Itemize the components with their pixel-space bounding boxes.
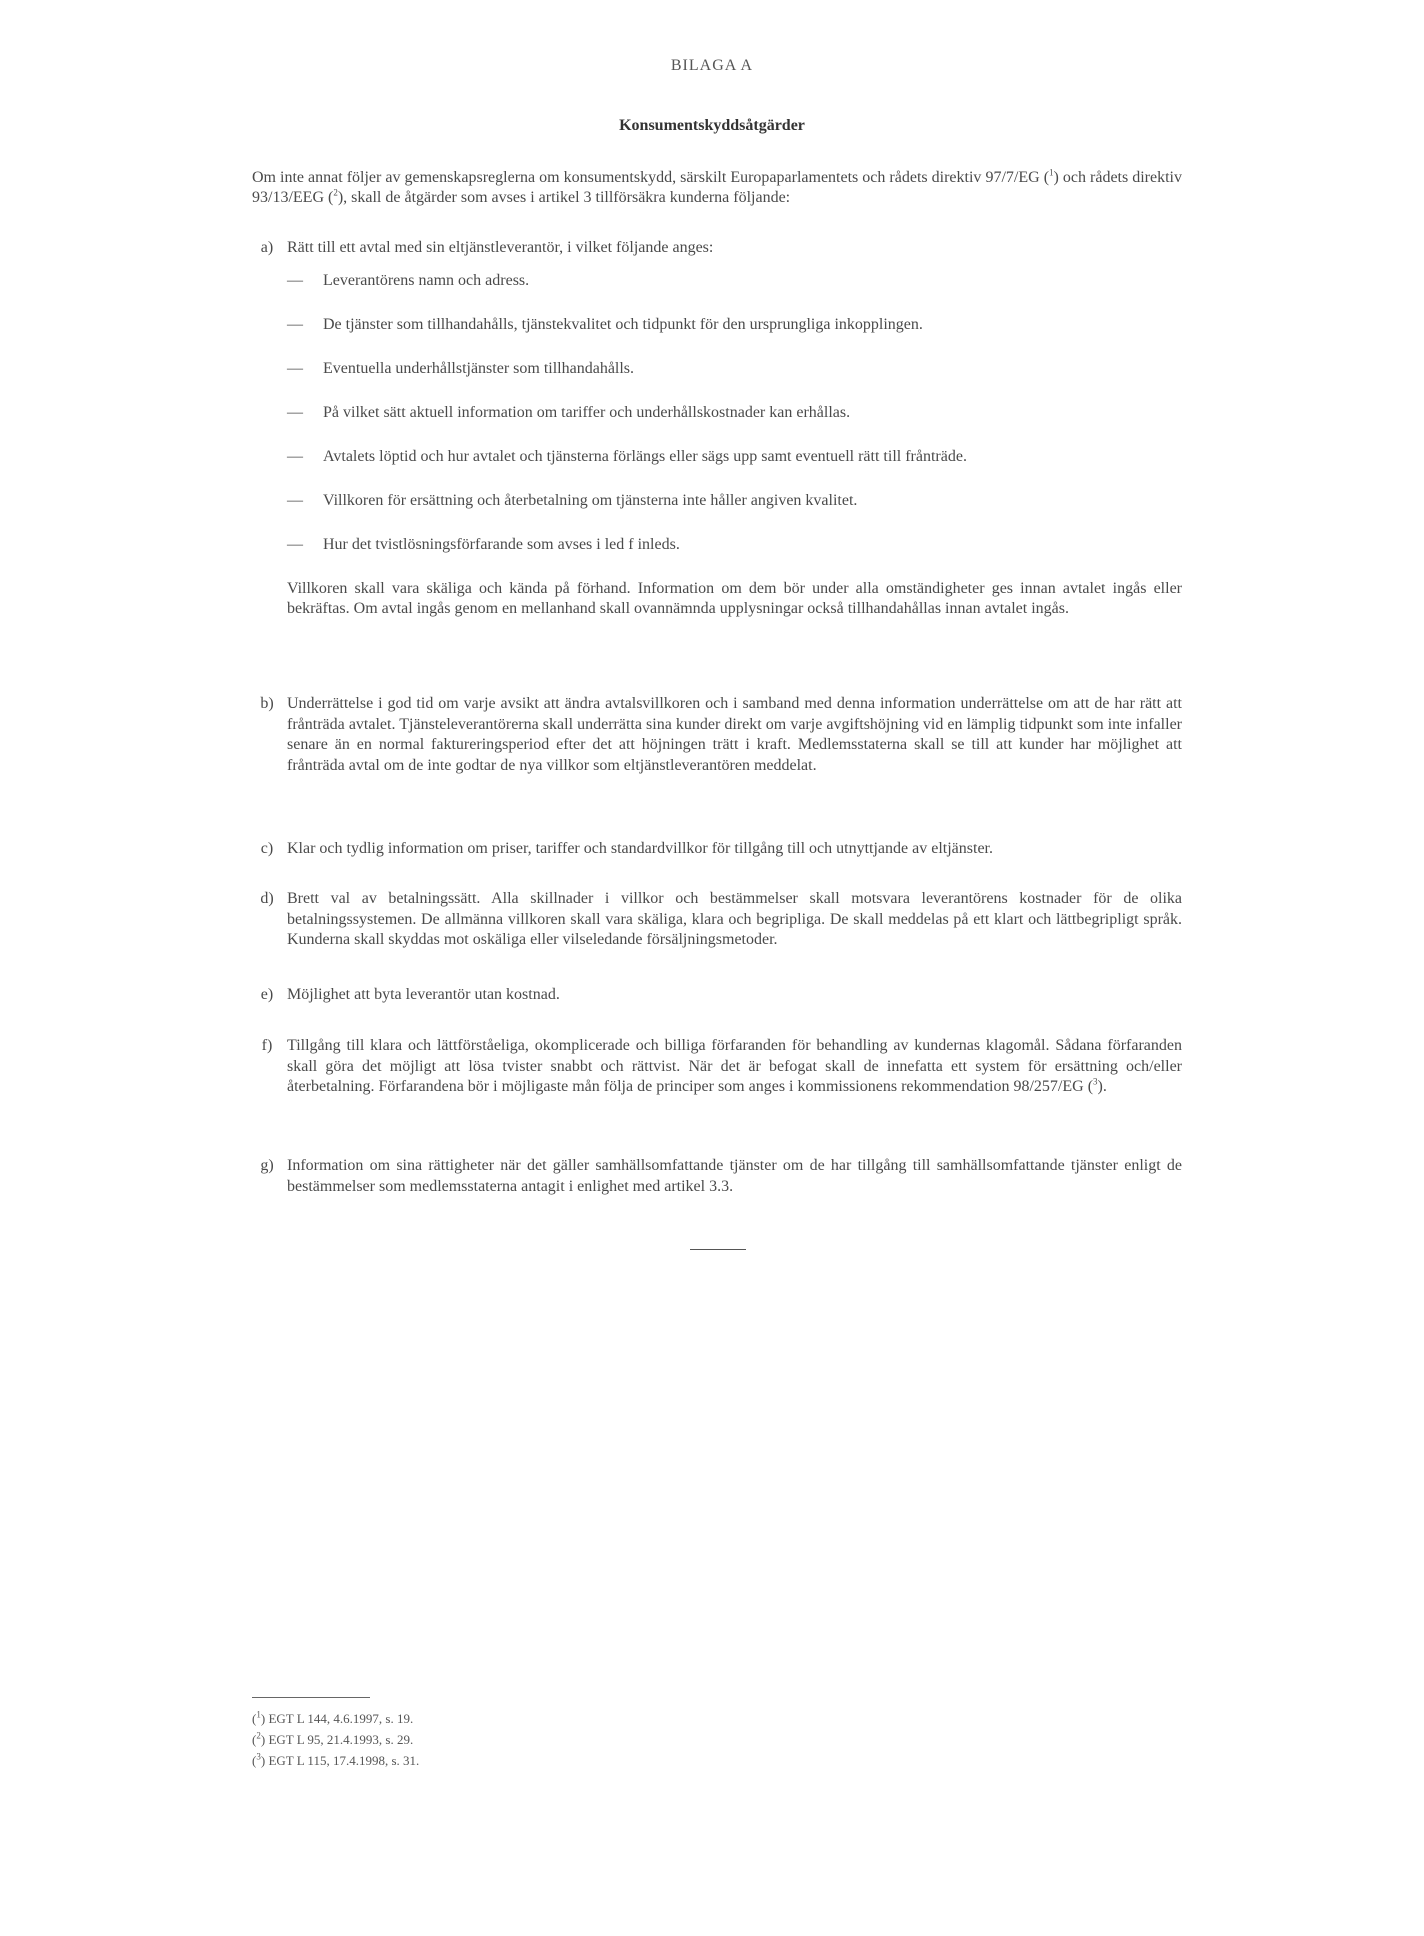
footnote-mark: 3 [256, 1751, 261, 1762]
item-text-c: Klar och tydlig information om priser, tariffer och standardvillkor för tillgång till och utnyttjande av eltjänster. [287, 840, 993, 857]
item-text-f-1: Tillgång till klara och lättförståeliga, okomplicerade och billiga förfaranden för behandling av kundernas klagomål. Sådana förfaranden skall göra det möjligt att lösa tvister snabbt och rättvist. När det är befogat skall de innefatta ett system för ersättning och/eller återbetalning. Förfarandena bör i möjligaste mån följa de principer som anges i kommissionens rekommendation 98/257/EG ( [287, 1037, 1182, 1095]
item-label-g: g) [260, 1157, 274, 1174]
footnote: ($^2$) EGT L 95, 21.4.1993, s. 29. [252, 1730, 414, 1747]
item-text-g: Information om sina rättigheter när det gäller samhällsomfattande tjänster om de har tillgång till samhällsomfattande tjänster enligt de bestämmelser som medlemsstaterna antagit i enlighet med artikel 3.3. [287, 1157, 1182, 1195]
dash-item-text: På vilket sätt aktuell information om tariffer och underhållskostnader kan erhållas. [323, 403, 851, 421]
item-label-c: c) [260, 840, 274, 857]
dash-symbol: — [287, 271, 303, 289]
intro-text-2: ) och rådets direktiv 93/13/EEG ( [252, 169, 1183, 206]
item-text-f [287, 1036, 1182, 1098]
dash-item [287, 359, 1182, 381]
item-a-closing-paragraph: Villkoren skall vara skäliga och kända på förhand. Information om dem bör under alla omständigheter ges innan avtalet ingås eller bekräftas. Om avtal ingås genom en mellanhand skall ovannämnda upplysningar också tillhandahållas innan avtalet ingås. [287, 579, 1182, 617]
item-text-b: Underrättelse i god tid om varje avsikt att ändra avtalsvillkoren och i samband med denna information underrättelse om att de har rätt att frånträda avtalet. Tjänsteleverantörerna skall underrätta sina kunder direkt om varje avgiftshöjning vid en lämplig tidpunkt som inte infaller senare än en normal faktureringsperiod efter det att höjningen trätt i kraft. Medlemsstaterna skall se till att kunder har möjlighet att frånträda avtal om de inte godtar de nya villkor som eltjänstleverantören meddelat. [287, 695, 1182, 774]
list-item-b [252, 694, 1182, 776]
dash-symbol: — [287, 403, 303, 421]
footnote-mark: 1 [256, 1709, 261, 1720]
item-label-d: d) [260, 890, 274, 907]
footnote-ref-1[interactable]: 1 [1049, 167, 1054, 178]
dash-item-text: Eventuella underhållstjänster som tillhandahålls. [323, 359, 635, 377]
intro-text-3: ), skall de åtgärder som avses i artikel 3 tillförsäkra kunderna följande: [337, 189, 791, 206]
item-label-f: f) [261, 1037, 273, 1054]
list-item-f [252, 1036, 1182, 1098]
footnote-mark: 2 [256, 1730, 261, 1741]
intro-text-1: Om inte annat följer av gemenskapsreglerna om konsumentskydd, särskilt Europaparlamentets och rådets direktiv 97/7/EG ( [252, 169, 1050, 186]
footnote: ($^1$) EGT L 144, 4.6.1997, s. 19. [252, 1709, 414, 1726]
footnote-separator [252, 1697, 370, 1698]
item-text-d: Brett val av betalningssätt. Alla skillnader i villkor och bestämmelser skall motsvara leverantörens kostnader för de olika betalningssystemen. De allmänna villkoren skall vara skäliga, klara och begripliga. De skall meddelas på ett klart och lättbegripligt språk. Kunderna skall skyddas mot oskäliga eller vilseledande försäljningsmetoder. [287, 890, 1182, 948]
intro-paragraph [252, 168, 1182, 208]
dash-item [287, 403, 1182, 425]
list-item-d [252, 889, 1182, 951]
footnote-text: EGT L 144, 4.6.1997, s. 19. [268, 1711, 414, 1726]
dash-item-text: Villkoren för ersättning och återbetalning om tjänsterna inte håller angiven kvalitet. [323, 491, 858, 509]
footnote-ref-2[interactable]: 2 [333, 187, 338, 198]
item-label-b: b) [260, 695, 274, 712]
dash-item [287, 271, 1182, 293]
dash-item-text: Hur det tvistlösningsförfarande som avses i led f inleds. [323, 535, 680, 553]
item-label-e: e) [260, 986, 274, 1003]
item-text-f-2: ). [1097, 1078, 1107, 1095]
footnote-ref-3[interactable]: 3 [1093, 1076, 1098, 1087]
section-end-rule [690, 1249, 746, 1250]
dash-item-text: De tjänster som tillhandahålls, tjänstekvalitet och tidpunkt för den ursprungliga inkopplingen. [323, 315, 923, 333]
list-item-a [252, 238, 1182, 620]
dash-item-text: Avtalets löptid och hur avtalet och tjänsterna förlängs eller sägs upp samt eventuell rätt till frånträde. [323, 447, 967, 465]
section-title: Konsumentskyddsåtgärder [619, 117, 805, 134]
list-item-g [252, 1156, 1182, 1197]
dash-item [287, 535, 1182, 557]
dash-symbol: — [287, 359, 303, 377]
item-text-e: Möjlighet att byta leverantör utan kostnad. [287, 986, 560, 1003]
dash-item [287, 315, 1182, 337]
list-item-e [252, 985, 1182, 1006]
footnotes [252, 1708, 419, 1771]
dash-symbol: — [287, 447, 303, 465]
footnote-text: EGT L 115, 17.4.1998, s. 31. [268, 1753, 420, 1768]
dash-symbol: — [287, 535, 303, 553]
dash-item [287, 447, 1182, 469]
annex-title: BILAGA A [670, 57, 754, 74]
dash-symbol: — [287, 491, 303, 509]
item-label-a: a) [260, 239, 274, 256]
dash-item-text: Leverantörens namn och adress. [323, 271, 530, 289]
dash-list [287, 271, 1182, 557]
footnote: ($^3$) EGT L 115, 17.4.1998, s. 31. [252, 1751, 420, 1768]
footnote-text: EGT L 95, 21.4.1993, s. 29. [268, 1732, 414, 1747]
item-text-a: Rätt till ett avtal med sin eltjänstleverantör, i vilket följande anges: [287, 239, 714, 256]
dash-symbol: — [287, 315, 303, 333]
list-item-c [252, 839, 1182, 860]
dash-item [287, 491, 1182, 513]
